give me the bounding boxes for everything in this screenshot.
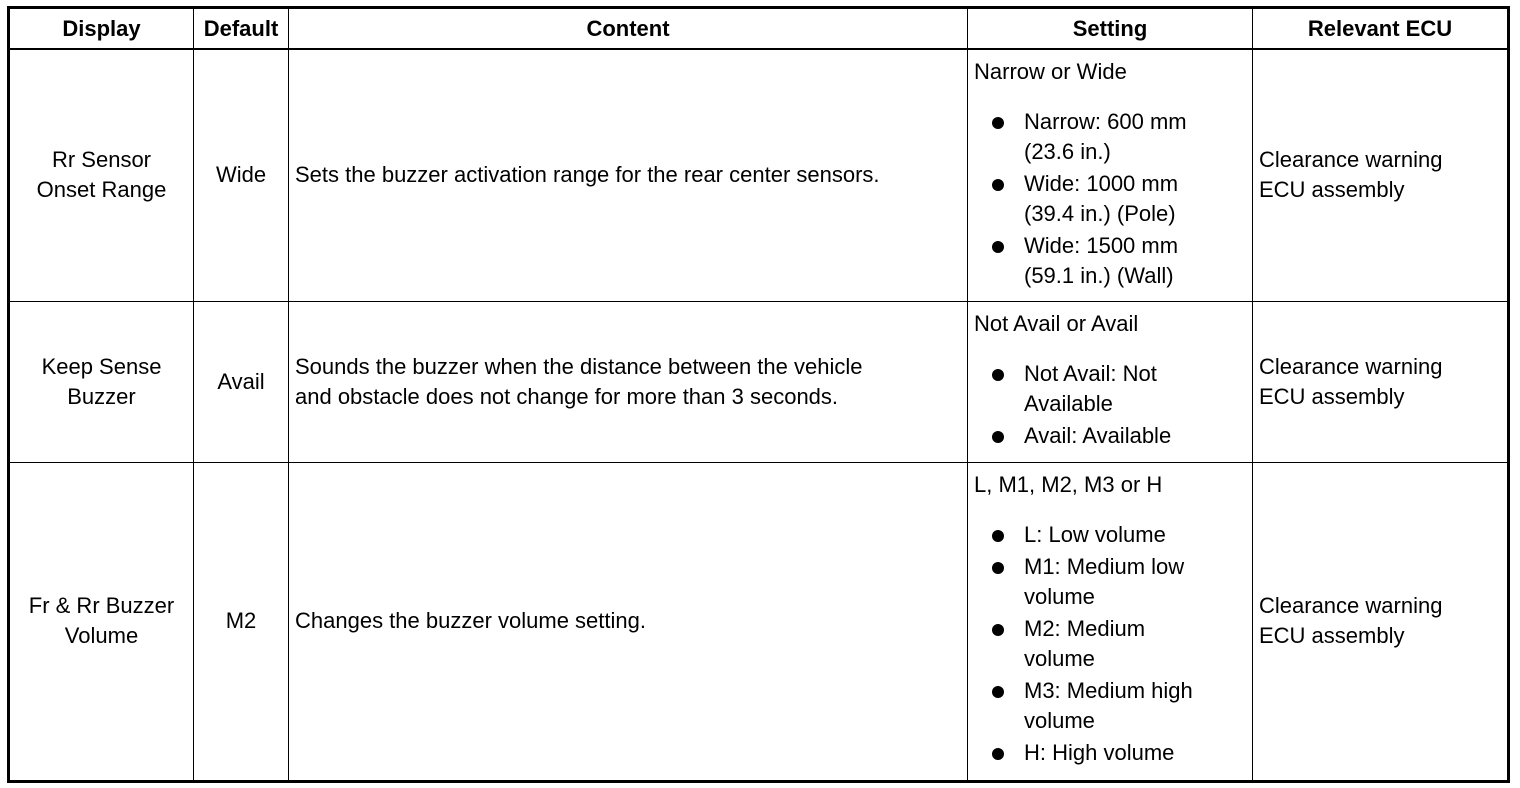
header-content: Content (289, 8, 968, 50)
cell-setting (968, 49, 1253, 301)
setting-list (974, 107, 1252, 291)
cell-content: Sets the buzzer activation range for the rear center sensors. (289, 49, 968, 301)
bullet-icon (992, 369, 1004, 381)
setting-item (974, 614, 1252, 674)
cell-relevant-ecu: Clearance warning ECU assembly (1253, 49, 1509, 301)
header-relevant-ecu: Relevant ECU (1253, 8, 1509, 50)
setting-item-text: M1: Medium low volume (1024, 553, 1185, 609)
cell-display: Fr & Rr Buzzer Volume (9, 462, 194, 781)
setting-item-text: Wide: 1000 mm (39.4 in.) (Pole) (1024, 171, 1179, 226)
header-row (9, 8, 1509, 50)
setting-list (974, 520, 1252, 768)
setting-item (974, 231, 1252, 291)
bullet-icon (992, 530, 1004, 542)
bullet-icon (992, 748, 1004, 760)
header-default: Default (194, 8, 289, 50)
cell-setting (968, 301, 1253, 462)
cell-default: M2 (194, 462, 289, 781)
setting-item (974, 169, 1252, 229)
cell-display: Rr Sensor Onset Range (9, 49, 194, 301)
setting-item-text: Wide: 1500 mm (59.1 in.) (Wall) (1024, 233, 1179, 288)
bullet-icon (992, 179, 1004, 191)
setting-item-text: Not Avail: Not Available (1024, 360, 1157, 416)
setting-item (974, 520, 1252, 550)
setting-item (974, 107, 1252, 167)
cell-content: Changes the buzzer volume setting. (289, 462, 968, 781)
bullet-icon (992, 686, 1004, 698)
setting-list (974, 359, 1252, 451)
setting-item-text: M2: Medium volume (1024, 615, 1146, 671)
setting-item-text: L: Low volume (1024, 521, 1166, 547)
customize-settings-table (7, 6, 1510, 783)
setting-item (974, 676, 1252, 736)
table-row (9, 462, 1509, 781)
setting-summary: Narrow or Wide (974, 59, 1127, 84)
bullet-icon (992, 624, 1004, 636)
bullet-icon (992, 431, 1004, 443)
cell-content: Sounds the buzzer when the distance between the vehicle and obstacle does not change for more than 3 seconds. (289, 301, 968, 462)
setting-item (974, 359, 1252, 419)
cell-display: Keep Sense Buzzer (9, 301, 194, 462)
setting-item (974, 552, 1252, 612)
setting-item-text: M3: Medium high volume (1024, 677, 1193, 733)
cell-setting (968, 462, 1253, 781)
bullet-icon (992, 117, 1004, 129)
setting-item-text: H: High volume (1024, 739, 1175, 765)
table-row (9, 301, 1509, 462)
setting-item-text: Avail: Available (1024, 422, 1172, 448)
setting-item (974, 421, 1252, 451)
table-row (9, 49, 1509, 301)
cell-relevant-ecu: Clearance warning ECU assembly (1253, 462, 1509, 781)
setting-item (974, 738, 1252, 768)
bullet-icon (992, 562, 1004, 574)
cell-default: Avail (194, 301, 289, 462)
header-display: Display (9, 8, 194, 50)
bullet-icon (992, 241, 1004, 253)
setting-summary: Not Avail or Avail (974, 310, 1139, 336)
cell-default: Wide (194, 49, 289, 301)
setting-item-text: Narrow: 600 mm (23.6 in.) (1024, 109, 1187, 164)
setting-summary: L, M1, M2, M3 or H (974, 471, 1163, 497)
header-setting: Setting (968, 8, 1253, 50)
cell-relevant-ecu: Clearance warning ECU assembly (1253, 301, 1509, 462)
